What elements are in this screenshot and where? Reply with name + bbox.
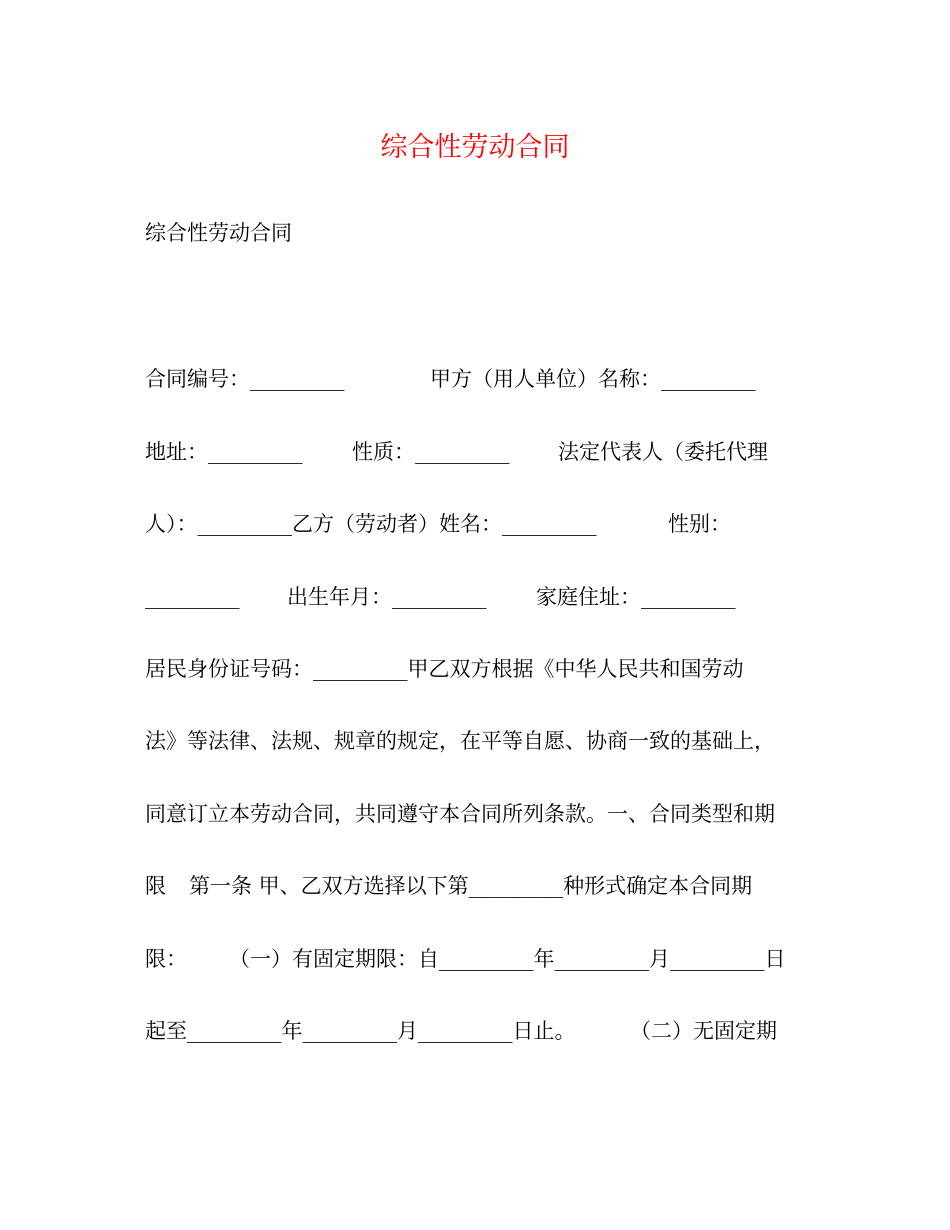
body-line-3 [145,509,731,539]
body-line-2 [145,437,768,467]
body-line-7 [145,799,775,829]
body-line-10 [145,1016,777,1046]
indefinite-term-text: （二）无固定期 [630,1019,777,1043]
page-title: 综合性劳动合同 [380,132,570,163]
body-text: 同意订立本劳动合同，共同遵守本合同所列条款。一、合同类型和期 [145,802,775,826]
contract-number-field: 合同编号：_________ [145,367,345,391]
article-one-text: 第一条 甲、乙双方选择以下第_________种形式确定本合同期 [189,874,753,898]
birth-date-field: 出生年月：_________ [287,585,487,609]
address-field: 地址：_________ [145,440,303,464]
body-text: 限： [145,947,187,971]
party-b-name-field: 人）：_________乙方（劳动者）姓名：_________ [145,512,597,536]
legal-representative-field: 法定代表人（委托代理 [558,440,768,464]
gender-field: 性别： [668,512,731,536]
id-number-field: 居民身份证号码：_________甲乙双方根据《中华人民共和国劳动 [145,657,744,681]
body-line-1 [145,364,756,394]
fixed-term-end-field: 起至_________年_________月_________日止。 [145,1019,576,1043]
home-address-field: 家庭住址：_________ [536,585,736,609]
body-line-6 [145,726,775,756]
nature-field: 性质：_________ [352,440,510,464]
body-text: 限 [145,874,166,898]
body-line-4 [145,582,736,612]
body-line-9 [145,944,786,974]
party-a-name-field: 甲方（用人单位）名称：_________ [430,367,756,391]
fixed-term-field: （一）有固定期限：自_________年_________月_________日 [229,947,786,971]
document-subtitle: 综合性劳动合同 [145,221,292,245]
body-line-8 [145,871,753,901]
gender-blank: _________ [145,585,240,609]
body-line-5 [145,654,744,684]
body-text: 法》等法律、法规、规章的规定，在平等自愿、协商一致的基础上， [145,729,775,753]
